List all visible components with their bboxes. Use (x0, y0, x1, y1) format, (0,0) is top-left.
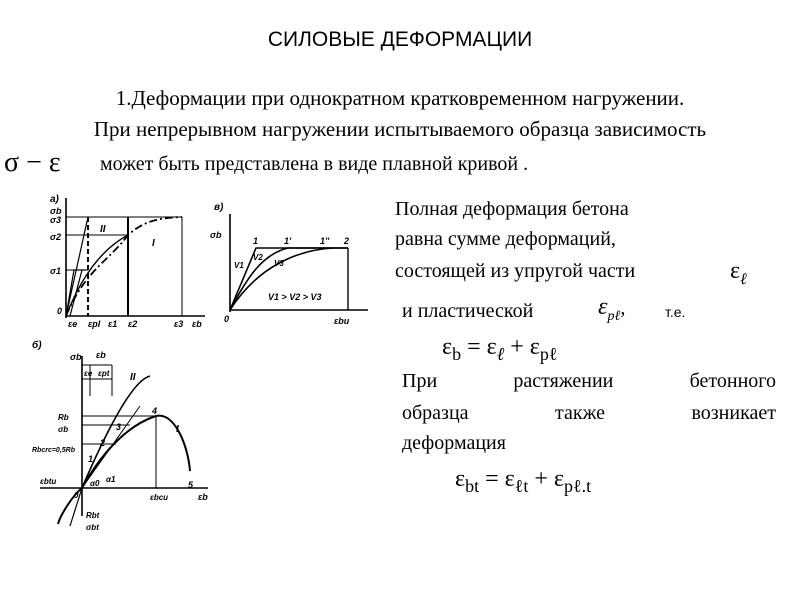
svg-text:б): б) (32, 340, 42, 351)
fig-a-curve-I (66, 217, 182, 316)
svg-text:εbu: εbu (334, 316, 350, 326)
fig-a-panel: а) (50, 194, 59, 205)
svg-text:V3: V3 (274, 259, 284, 268)
fig-a-curve-I-label: I (152, 238, 155, 249)
tension-text-2: образца также возникает (402, 402, 776, 424)
svg-text:2: 2 (344, 236, 350, 246)
right-text-3: состоящей из упругой части (395, 260, 636, 282)
svg-text:Rbcrc=0,5Rb: Rbcrc=0,5Rb (32, 447, 75, 454)
svg-text:Rb: Rb (58, 413, 69, 422)
svg-text:1': 1' (284, 236, 292, 246)
tension-text-3: деформация (402, 432, 506, 454)
svg-text:в): в) (214, 202, 224, 213)
svg-text:εpt: εpt (98, 369, 110, 378)
svg-text:5: 5 (188, 480, 194, 490)
svg-text:σ2: σ2 (50, 232, 61, 242)
svg-text:2: 2 (100, 438, 106, 448)
svg-text:Rbt: Rbt (86, 511, 100, 520)
svg-text:0: 0 (74, 491, 79, 500)
svg-text:4: 4 (152, 406, 158, 416)
svg-text:V1: V1 (234, 261, 244, 270)
svg-text:ε1: ε1 (108, 319, 118, 329)
eps-plastic-symbol: $\varepsilon_{p\ell}$, (598, 294, 626, 324)
svg-text:εb: εb (192, 319, 202, 329)
svg-text:1: 1 (88, 454, 94, 464)
svg-text:σ1: σ1 (50, 266, 61, 276)
svg-text:σb: σb (70, 352, 82, 362)
svg-text:0: 0 (224, 314, 230, 324)
svg-text:εe: εe (68, 319, 78, 329)
svg-text:εbtu: εbtu (40, 477, 57, 486)
svg-text:ε3: ε3 (174, 319, 184, 329)
svg-text:εb: εb (96, 350, 106, 360)
svg-text:σ3: σ3 (50, 215, 61, 225)
svg-text:α0: α0 (90, 479, 100, 488)
svg-text:0: 0 (57, 306, 63, 316)
fig-a-y-label: σb (50, 206, 62, 216)
slide-title: СИЛОВЫЕ ДЕФОРМАЦИИ (267, 28, 533, 51)
intro-line-2: При непрерывном нагружении испытываемого образца зависимость (93, 117, 707, 141)
figure-b (30, 336, 220, 550)
svg-text:V1 > V2 > V3: V1 > V2 > V3 (268, 292, 322, 302)
tension-text-1: При растяжении бетонного (402, 370, 776, 392)
svg-text:V2: V2 (253, 253, 263, 262)
svg-text:εpl: εpl (88, 319, 101, 329)
intro-line-1: 1.Деформации при однократном кратковременном нагружении. (115, 86, 685, 110)
sigma-epsilon-symbol: σ − ε (4, 147, 61, 178)
svg-text:σb: σb (58, 425, 69, 434)
figure-v (208, 196, 378, 330)
formula-tension-strain: $\varepsilon_{bt} = \varepsilon_{\ell t} + \varepsilon_{p\ell.t}$ (455, 466, 592, 496)
intro-line-3: может быть представлена в виде плавной кривой . (100, 153, 529, 175)
formula-total-strain: $\varepsilon_b = \varepsilon_\ell + \varepsilon_{p\ell}$ (442, 334, 558, 364)
svg-text:ε2: ε2 (128, 319, 138, 329)
right-text-1: Полная деформация бетона (395, 198, 629, 220)
right-text-4: и пластической (402, 300, 534, 322)
svg-text:σbt: σbt (86, 523, 99, 532)
svg-text:I: I (176, 424, 179, 435)
svg-text:εbcu: εbcu (150, 493, 169, 502)
svg-text:σb: σb (210, 230, 222, 240)
svg-text:1: 1 (253, 236, 259, 246)
svg-text:3: 3 (116, 422, 122, 432)
te-text: т.е. (665, 304, 686, 320)
svg-text:εe: εe (84, 369, 93, 378)
svg-text:II: II (130, 372, 136, 383)
figure-a (40, 190, 215, 330)
svg-text:εb: εb (198, 492, 208, 502)
fig-a-curve-II-label: II (100, 224, 106, 235)
right-text-2: равна сумме деформаций, (395, 228, 616, 250)
svg-text:α1: α1 (106, 475, 116, 484)
eps-elastic-symbol: $\varepsilon_\ell$ (730, 258, 747, 288)
svg-text:1'': 1'' (320, 236, 330, 246)
